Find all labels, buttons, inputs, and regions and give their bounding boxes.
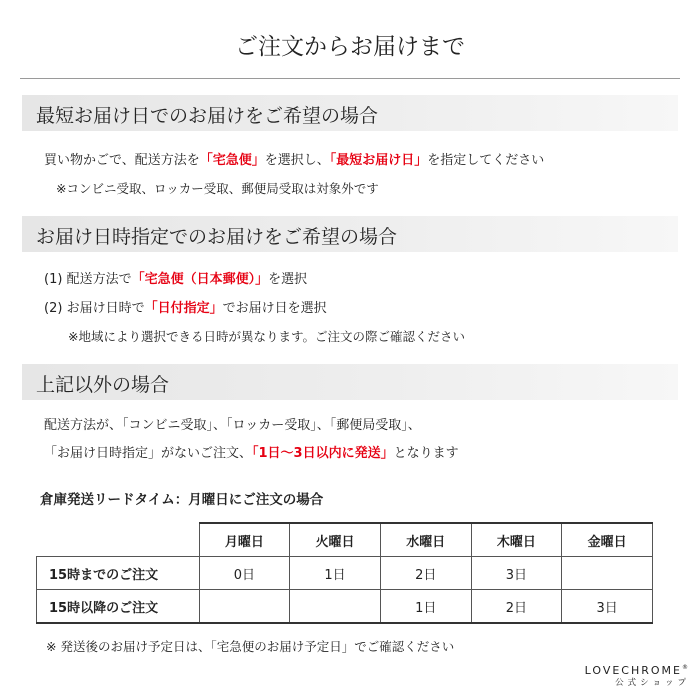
row-label: 15時までのご注文 — [37, 557, 200, 590]
column-header: 水曜日 — [380, 523, 471, 557]
footer-note: ※ 発送後のお届け予定日は、「宅急便のお届け予定日」でご確認ください — [46, 639, 455, 654]
section-heading-other — [22, 364, 678, 400]
step-1 — [44, 268, 307, 287]
section-heading-text: お届け日時指定でのお届けをご希望の場合 — [36, 226, 398, 248]
table-header-row — [37, 523, 653, 557]
row-label: 15時以降のご注文 — [37, 590, 200, 624]
text-segment: を選択し、 — [264, 153, 330, 168]
region-note: ※地域により選択できる日時が異なります。ご注文の際ご確認ください — [68, 329, 465, 344]
text-segment: を指定してください — [427, 153, 545, 168]
highlight-fastest-date: 「最短お届け日」 — [329, 153, 428, 168]
highlight-japan-post: 「宅急便（日本郵便）」 — [131, 272, 269, 287]
column-header: 木曜日 — [471, 523, 562, 557]
column-header: 火曜日 — [290, 523, 381, 557]
fastest-exclusion-note: ※コンビニ受取、ロッカー受取、郵便局受取は対象外です — [56, 181, 379, 196]
table-cell: 1日 — [380, 590, 471, 624]
table-cell: 3日 — [562, 590, 653, 624]
table-row — [37, 557, 653, 590]
lead-time-title: 倉庫発送リードタイム：月曜日にご注文の場合 — [40, 492, 324, 508]
table-cell: 1日 — [290, 557, 381, 590]
text-segment: でお届け日を選択 — [222, 301, 327, 316]
brand-wordmark: LOVECHROME — [584, 664, 682, 677]
brand-name — [585, 665, 690, 676]
text-segment: 配送方法で — [66, 272, 132, 287]
table-cell: 3日 — [471, 557, 562, 590]
column-header: 金曜日 — [562, 523, 653, 557]
text-segment: を選択 — [268, 272, 308, 287]
step-number: (1) — [44, 272, 63, 287]
table-cell — [562, 557, 653, 590]
highlight-takkyubin: 「宅急便」 — [199, 153, 265, 168]
section-heading-text: 上記以外の場合 — [36, 374, 170, 396]
table-row — [37, 590, 653, 624]
other-line-2 — [44, 442, 459, 461]
table-cell: 2日 — [380, 557, 471, 590]
table-cell — [290, 590, 381, 624]
column-header: 月曜日 — [199, 523, 290, 557]
highlight-date-specify: 「日付指定」 — [144, 301, 223, 316]
brand-subtitle: 公式ショップ — [615, 678, 690, 688]
brand-logo — [585, 665, 690, 688]
table-cell — [199, 590, 290, 624]
text-segment: となります — [393, 446, 459, 461]
section-heading-text: 最短お届け日でのお届けをご希望の場合 — [36, 105, 379, 127]
highlight-ship-within: 「1日～3日以内に発送」 — [252, 446, 394, 461]
text-segment: 買い物かごで、配送方法を — [44, 153, 200, 168]
registered-mark: ® — [682, 664, 690, 671]
section-heading-fastest — [22, 95, 678, 131]
text-segment: 「お届け日時指定」がないご注文、 — [44, 446, 253, 461]
fastest-instruction — [44, 149, 544, 168]
step-number: (2) — [44, 301, 63, 316]
text-segment: お届け日時で — [66, 301, 145, 316]
page-title: ご注文からお届けまで — [235, 34, 465, 60]
table-cell: 0日 — [199, 557, 290, 590]
section-heading-date-specified — [22, 216, 678, 252]
table-cell: 2日 — [471, 590, 562, 624]
title-divider — [20, 78, 680, 79]
lead-time-table — [36, 522, 653, 624]
other-line-1: 配送方法が、「コンビニ受取」、「ロッカー受取」、「郵便局受取」、 — [44, 418, 421, 433]
table-corner — [37, 523, 200, 557]
step-2 — [44, 297, 327, 316]
